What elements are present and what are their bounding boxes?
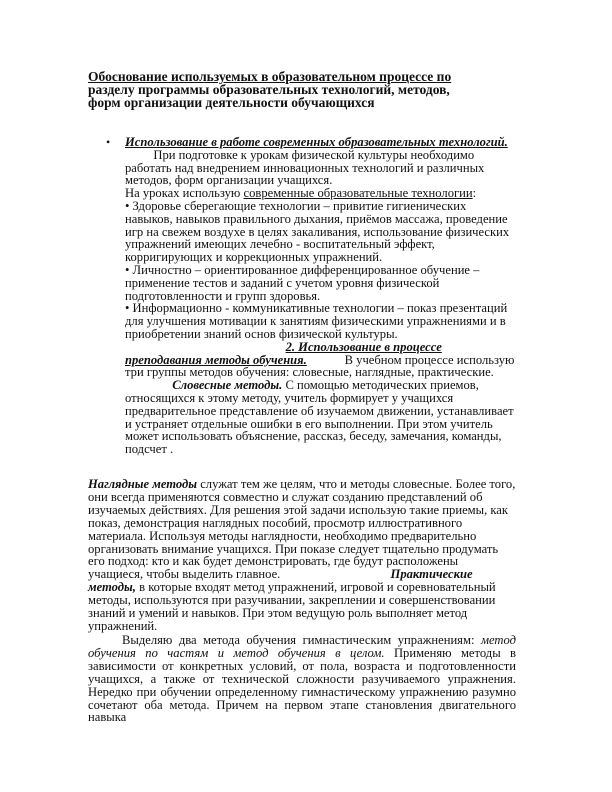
technologies-title: Использование в работе современных образовательных технологий.	[125, 135, 508, 149]
list-item: • Личностно – ориентированное дифференцированное обучение – применение тестов и заданий с учетом уровня физической подготовленности и групп здоровья.	[125, 262, 480, 303]
visual-paragraph	[88, 478, 516, 633]
list-item: • Информационно - коммуникативные технологии – показ презентаций для улучшения мотивации к занятиям физическими упражнениями и в приобретении знаний основ физической культуры.	[125, 301, 508, 341]
practical-methods-text: в которые входят метод упражнений, игровой и соревновательный методы, используются при разучивании, закреплении и совершенствовании знаний и умений и навыков. При этом ведущую роль выполняет метод упражнений.	[88, 580, 496, 633]
lead-suffix: :	[472, 186, 477, 201]
title-line-2: разделу программы образовательных технологий, методов,	[88, 82, 450, 97]
section-visual-methods	[88, 478, 516, 633]
section-technologies	[106, 135, 515, 457]
title-line-3: форм организации деятельности обучающихся	[88, 95, 375, 110]
methods-text: В учебном процессе использую три группы методов обучения: словесные, наглядные, практические.	[125, 352, 515, 380]
visual-methods-title: Наглядные методы	[88, 477, 198, 491]
teaching-lead: Выделяю два метода обучения гимнастическим упражнениям:	[122, 633, 475, 647]
section-teaching-methods	[88, 634, 516, 724]
teaching-paragraph	[88, 634, 516, 724]
practical-methods-title: Практические методы,	[88, 567, 473, 595]
list-item: • Здоровье сберегающие технологии – привитие гигиенических навыков, навыков правильного дыхания, приёмов массажа, проведение игр на свежем воздухе в целях закаливания, использование физических упражнений имеющих лечебно - воспитательный эффект, корригирующих и коррекционных упражнений.	[125, 198, 510, 265]
lead-link-text: современные образовательные технологии	[243, 186, 473, 201]
technologies-paragraph	[125, 136, 515, 187]
visual-methods-text: служат тем же целям, что и методы словесные. Более того, они всегда применяются совместно и служат созданию представлений об изучаемых действиях. Для решения этой задачи использую такие приемы, как показ, демонстрация наглядных пособий, просмотр иллюстративного материала. Используя методы наглядности, необходимо предварительно организовать внимание учащихся. При показе следует тщательно продумать его подход: кто и как будет демонстрировать, где будут расположены учащиеся, чтобы выделить главное.	[88, 477, 516, 582]
verbal-methods-text: С помощью методических приемов, относящихся к этому методу, учитель формирует у учащихся предварительное представление об изучаемом движении, устанавливает и устраняет отдельные ошибки в его выполнении. При этом учитель может использовать объяснение, рассказ, беседу, замечания, команды, подсчет .	[125, 378, 514, 457]
methods-paragraph	[125, 341, 515, 456]
page-title	[88, 70, 528, 109]
teaching-text: Применяю методы в зависимости от конкретных условий, от пола, возраста и подготовленности учащихся, а также от технической сложности разучиваемого упражнения. Нередко при обучении определенному гимнастическому упражнению разумно сочетают оба метода. Причем на первом этапе становления двигательного навыка	[88, 645, 517, 725]
title-line-1: Обоснование используемых в образовательном процессе по	[88, 69, 452, 84]
teaching-methods-names: метод обучения по частям и метод обучения в целом.	[88, 633, 516, 660]
verbal-methods-title: Словесные методы.	[172, 378, 283, 393]
methods-title: 2. Использование в процессе преподавания методы обучения.	[125, 339, 442, 367]
technologies-intro: При подготовке к урокам физической культуры необходимо работать над внедрением инновационных технологий и различных методов, форм организации учащихся.	[125, 147, 485, 188]
lead-prefix: На уроках использую	[125, 186, 244, 201]
list-bullet: •	[106, 135, 111, 149]
